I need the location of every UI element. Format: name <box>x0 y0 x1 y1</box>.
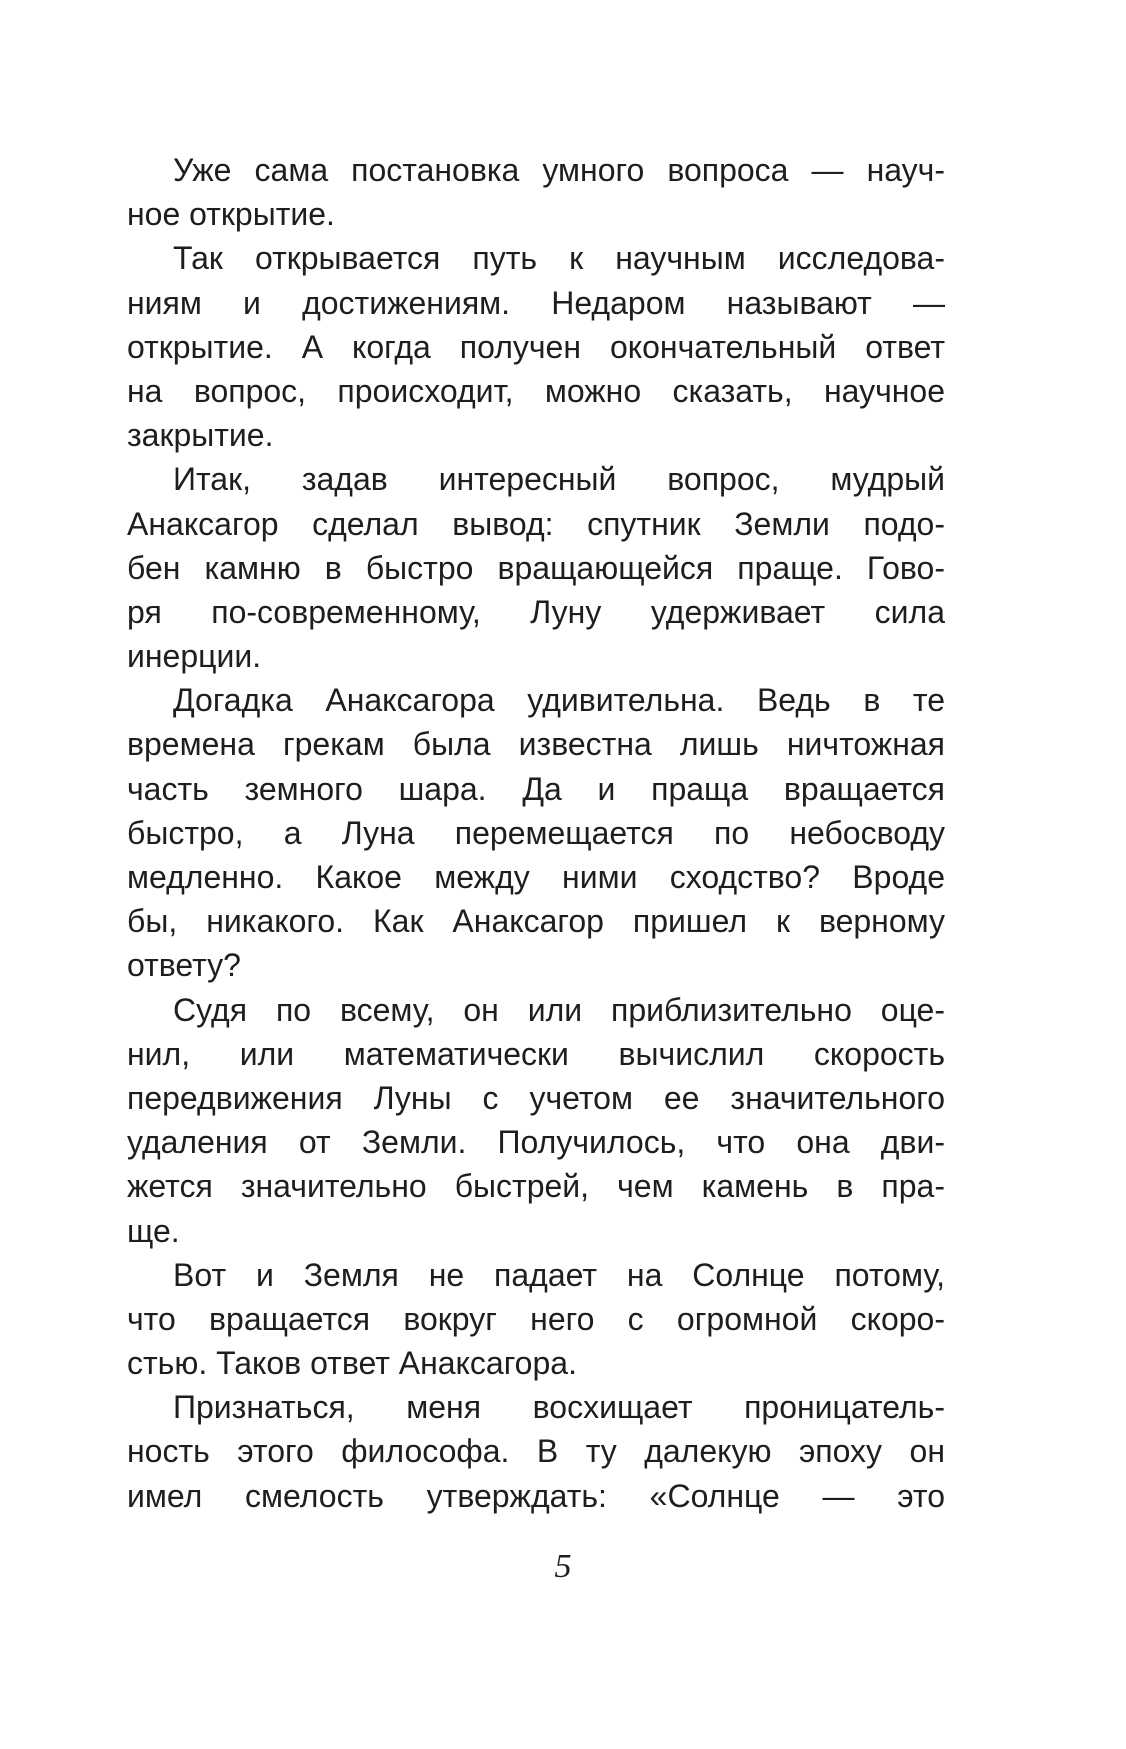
text-line: бен камню в быстро вращающейся праще. Гово- <box>127 549 945 586</box>
text-line: закрытие. <box>127 417 274 454</box>
text-line: удаления от Земли. Получилось, что она дви- <box>127 1124 945 1161</box>
text-line: жется значительно быстрей, чем камень в пра- <box>127 1168 945 1205</box>
text-line: что вращается вокруг него с огромной скоро- <box>127 1300 945 1337</box>
text-line: передвижения Луны с учетом ее значительного <box>127 1079 945 1116</box>
text-line: открытие. А когда получен окончательный ответ <box>127 328 945 365</box>
text-line: нил, или математически вычислил скорость <box>127 1035 945 1072</box>
text-line: Так открывается путь к научным исследова- <box>173 240 945 277</box>
text-line: ря по-современному, Луну удерживает сила <box>127 593 945 630</box>
text-line: Уже сама постановка умного вопроса — науч- <box>173 152 945 188</box>
text-line: времена грекам была известна лишь ничтожная <box>127 726 945 763</box>
text-line: Итак, задав интересный вопрос, мудрый <box>173 461 945 498</box>
text-line: на вопрос, происходит, можно сказать, научное <box>127 372 945 409</box>
text-line: стью. Таков ответ Анаксагора. <box>127 1345 577 1382</box>
page-number: 5 <box>554 1548 572 1585</box>
text-line: имел смелость утверждать: «Солнце — это <box>127 1477 945 1514</box>
text-line: инерции. <box>127 638 262 675</box>
text-line: медленно. Какое между ними сходство? Вроде <box>127 859 945 895</box>
text-line: ниям и достижениям. Недаром называют — <box>127 284 945 321</box>
text-line: ное открытие. <box>127 196 335 233</box>
text-line: ответу? <box>127 947 241 984</box>
text-line: Вот и Земля не падает на Солнце потому, <box>173 1256 945 1293</box>
text-line: Догадка Анаксагора удивительна. Ведь в те <box>173 682 945 719</box>
text-line: Признаться, меня восхищает проницатель- <box>173 1389 945 1426</box>
text-line: Судя по всему, он или приблизительно оце- <box>173 991 945 1028</box>
text-line: ще. <box>127 1212 180 1249</box>
text-line: Анаксагор сделал вывод: спутник Земли подо- <box>127 505 945 542</box>
text-line: ность этого философа. В ту далекую эпоху он <box>127 1433 945 1470</box>
text-line: часть земного шара. Да и праща вращается <box>127 770 945 807</box>
text-line: быстро, а Луна перемещается по небосводу <box>127 814 945 851</box>
body-text <box>127 148 945 1518</box>
text-line: бы, никакого. Как Анаксагор пришел к верному <box>127 903 945 940</box>
